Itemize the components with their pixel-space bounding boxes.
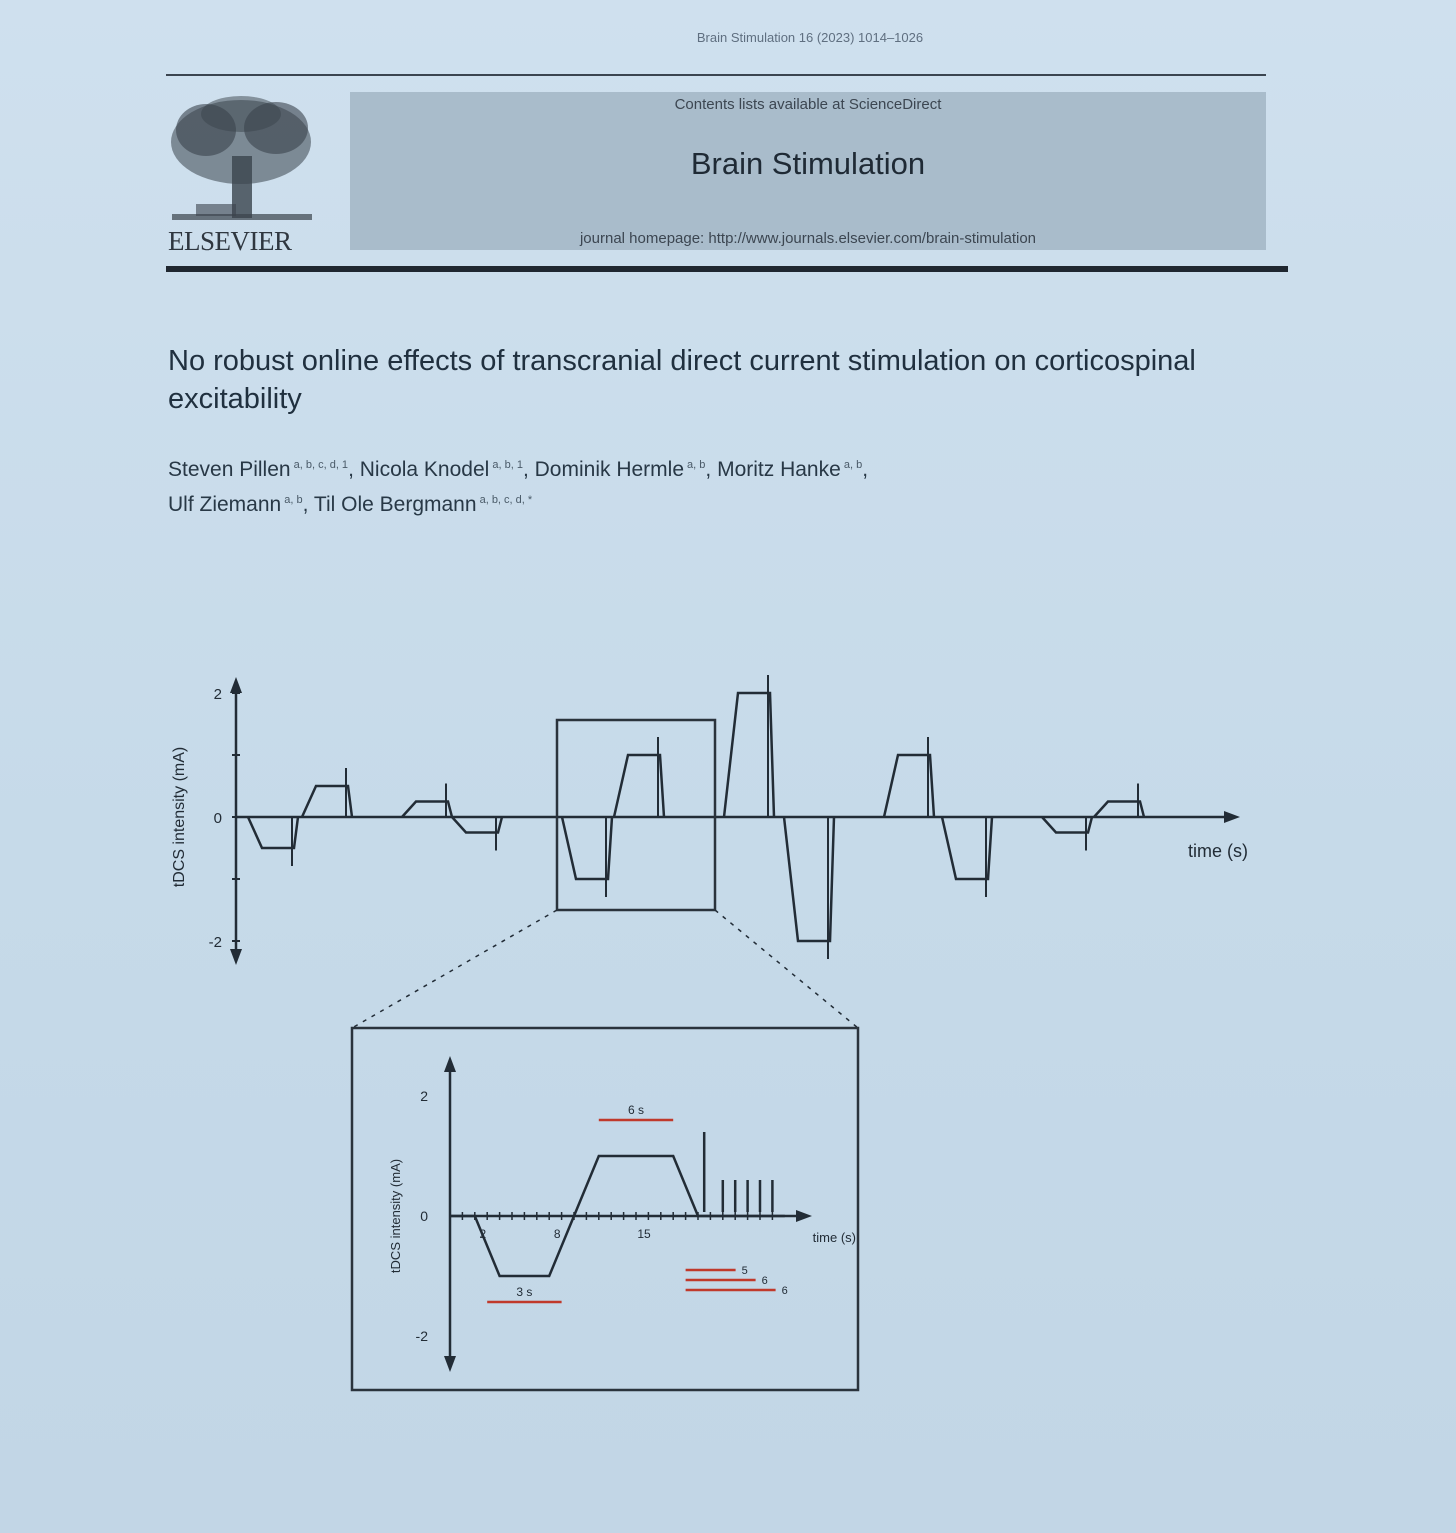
article-title: No robust online effects of transcranial direct current stimulation on corticospinal excitability: [168, 345, 1196, 415]
inset-y-tick-label: 0: [420, 1208, 428, 1224]
author-name: Moritz Hanke: [717, 458, 841, 481]
inset-y-arrow-up: [444, 1056, 456, 1072]
author-name: Nicola Knodel: [359, 458, 490, 481]
stim-block: [402, 802, 452, 818]
y-tick-label: -2: [208, 934, 222, 951]
author-separator: ,: [522, 458, 535, 481]
author-affiliation: a, b: [281, 494, 303, 506]
zoom-line-right: [715, 910, 858, 1028]
author-name: Dominik Hermle: [534, 458, 684, 481]
timeline-bar-label: 6: [761, 1275, 768, 1287]
author-affiliation: a, b: [684, 459, 706, 471]
inset-y-tick-label: -2: [415, 1328, 428, 1344]
author-separator: ,: [302, 493, 314, 516]
stim-block: [884, 755, 934, 817]
bracket-stim-neg-label: 3 s: [516, 1285, 533, 1299]
zoom-box: [557, 720, 715, 910]
main-chart: [171, 675, 1248, 965]
zoom-connector-lines: [352, 910, 858, 1028]
stim-block: [302, 786, 352, 817]
inset-x-arrow: [796, 1210, 812, 1222]
zoom-line-left: [352, 910, 557, 1028]
y-axis-arrow-up: [230, 677, 242, 693]
x-axis-label: time (s): [1188, 841, 1248, 861]
inset-x-axis-label: time (s): [812, 1230, 856, 1245]
inset-x-tick-label: 2: [479, 1227, 487, 1241]
journal-title: Brain Stimulation: [690, 146, 926, 181]
author-name: Ulf Ziemann: [168, 493, 282, 516]
stim-block: [942, 817, 992, 879]
running-head: Brain Stimulation 16 (2023) 1014–1026: [696, 30, 924, 45]
author-affiliation: a, b, c, d, 1: [290, 459, 349, 471]
timeline-bar-label: 6: [781, 1285, 788, 1297]
author-name: Til Ole Bergmann: [313, 493, 477, 516]
stim-block: [1094, 802, 1144, 818]
inset-y-tick-label: 2: [420, 1088, 428, 1104]
x-axis-arrow: [1224, 811, 1240, 823]
author-affiliation: a, b: [840, 459, 863, 471]
y-axis-arrow-down: [230, 949, 242, 965]
stim-block: [562, 817, 612, 879]
bracket-stim-pos-label: 6 s: [627, 1103, 645, 1117]
inset-y-axis-label: tDCS intensity (mA): [388, 1158, 403, 1274]
publisher-name: ELSEVIER: [168, 226, 292, 256]
y-tick-label: 0: [213, 810, 222, 827]
inset-x-tick-label: 15: [637, 1227, 651, 1241]
y-tick-label: 2: [213, 686, 222, 703]
author-separator: ,: [705, 458, 718, 481]
author-name: Steven Pillen: [168, 458, 291, 481]
contents-line: Contents lists available at ScienceDirect: [674, 96, 942, 113]
stim-block: [248, 817, 298, 848]
author-affiliation: a, b, 1: [489, 459, 523, 471]
author-separator: ,: [348, 458, 360, 481]
stim-block: [452, 817, 502, 833]
y-axis-label: tDCS intensity (mA): [171, 746, 188, 888]
author-separator: ,: [862, 458, 869, 481]
timeline-bar-label: 5: [741, 1265, 748, 1277]
stim-block: [784, 817, 834, 941]
stim-block: [724, 693, 774, 817]
stim-block: [614, 755, 664, 817]
stim-block: [1042, 817, 1092, 833]
inset-x-tick-label: 8: [553, 1227, 561, 1241]
journal-homepage[interactable]: journal homepage: http://www.journals.elsevier.com/brain-stimulation: [579, 230, 1037, 247]
author-affiliation: a, b, c, d, *: [476, 494, 533, 506]
inset-y-arrow-down: [444, 1356, 456, 1372]
inset-chart: [352, 1028, 858, 1390]
